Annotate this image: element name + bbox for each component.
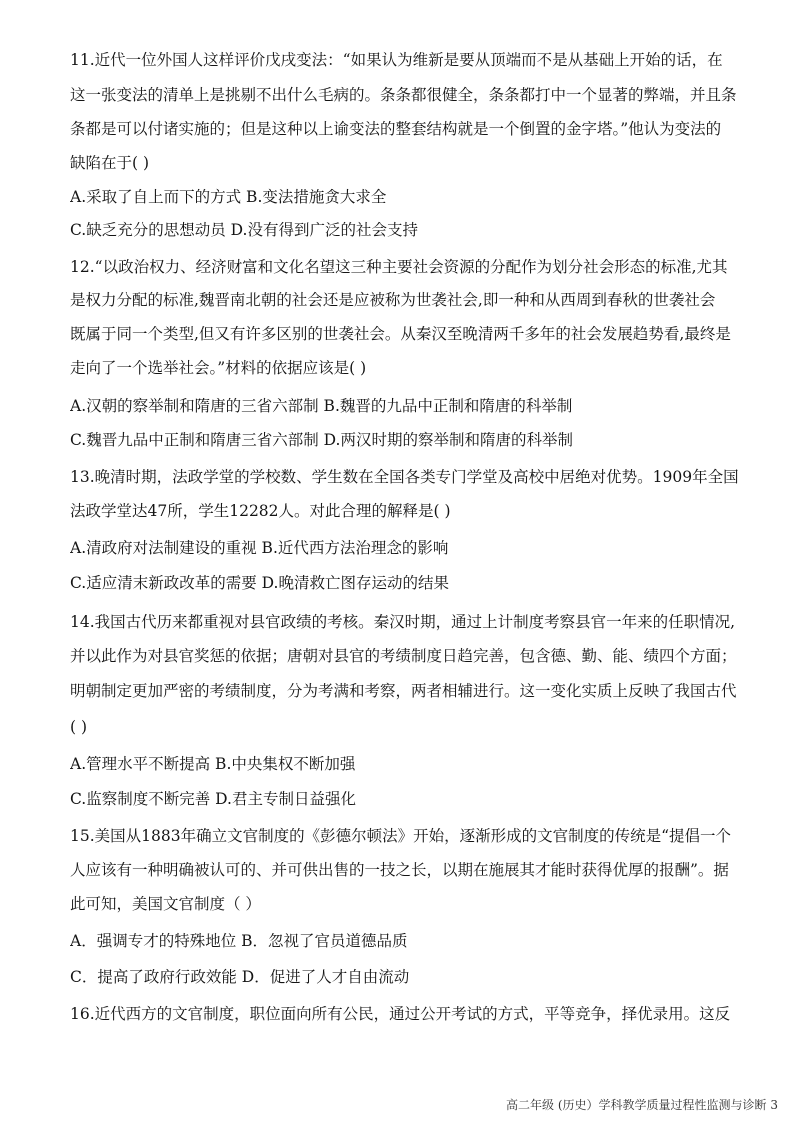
q13-stem-line-1: 13.晚清时期，法政学堂的学校数、学生数在全国各类专门学堂及高校中居绝对优势。1909年全国 [70,468,739,486]
q11-stem-line-1: 11.近代一位外国人这样评价戊戌变法：“如果认为维新是要从顶端而不是从基础上开始的话，在 [70,51,723,69]
q11-stem-line-3: 条都是可以付诸实施的；但是这种以上谕变法的整套结构就是一个倒置的金字塔。”他认为变法的 [70,120,722,138]
q11-options-ab: A.采取了自上而下的方式 B.变法措施贪大求全 [70,188,387,206]
q12-stem-line-3: 既属于同一个类型,但又有许多区别的世袭社会。从秦汉至晚清两千多年的社会发展趋势看,最终是 [70,325,731,343]
q14-stem-line-4: ( ) [70,718,88,736]
q11-stem-line-4: 缺陷在于( ) [70,154,150,172]
q11-options-cd: C.缺乏充分的思想动员 D.没有得到广泛的社会支持 [70,221,418,239]
page-footer: 高二年级 (历史）学科教学质量过程性监测与诊断 3 [506,1098,778,1112]
q15-options-cd: C．提高了政府行政效能 D．促进了人才自由流动 [70,968,410,986]
q14-options-ab: A.管理水平不断提高 B.中央集权不断加强 [70,755,356,773]
q13-options-cd: C.适应清末新政改革的需要 D.晚清救亡图存运动的结果 [70,574,449,592]
q12-stem-line-2: 是权力分配的标准,魏晋南北朝的社会还是应被称为世袭社会,即一种和从西周到春秋的世袭社会 [70,291,716,309]
q15-stem-line-3: 此可知，美国文官制度（ ） [70,895,261,913]
q13-stem-line-2: 法政学堂达47所，学生12282人。对此合理的解释是( ) [70,502,451,520]
q14-stem-line-1: 14.我国古代历来都重视对县官政绩的考核。秦汉时期，通过上计制度考察县官一年来的任职情况, [70,613,736,631]
q11-stem-line-2: 这一张变法的清单上是挑剔不出什么毛病的。条条都很健全，条条都打中一个显著的弊端，并且条 [70,86,737,104]
q12-stem-line-4: 走向了一个选举社会。”材料的依据应该是( ) [70,359,367,377]
q12-options-cd: C.魏晋九品中正制和隋唐三省六部制 D.两汉时期的察举制和隋唐的科举制 [70,431,573,449]
q14-stem-line-2: 并以此作为对县官奖惩的依据；唐朝对县官的考绩制度日趋完善，包含德、勤、能、绩四个方面； [70,647,737,665]
q16-stem-line-1: 16.近代西方的文官制度，职位面向所有公民，通过公开考试的方式，平等竞争，择优录用。这反 [70,1005,731,1023]
q13-options-ab: A.清政府对法制建设的重视 B.近代西方法治理念的影响 [70,539,449,557]
q14-stem-line-3: 明朝制定更加严密的考绩制度，分为考满和考察，两者相辅进行。这一变化实质上反映了我国古代 [70,682,737,700]
q15-stem-line-1: 15.美国从1883年确立文官制度的《彭德尔顿法》开始，逐渐形成的文官制度的传统是“提倡一个 [70,827,732,845]
q15-options-ab: A．强调专才的特殊地位 B．忽视了官员道德品质 [70,932,408,950]
q14-options-cd: C.监察制度不断完善 D.君主专制日益强化 [70,790,356,808]
q12-options-ab: A.汉朝的察举制和隋唐的三省六部制 B.魏晋的九品中正制和隋唐的科举制 [70,397,573,415]
q12-stem-line-1: 12.“以政治权力、经济财富和文化名望这三种主要社会资源的分配作为划分社会形态的标准,尤其 [70,258,728,276]
q15-stem-line-2: 人应该有一种明确被认可的、并可供出售的一技之长，以期在施展其才能时获得优厚的报酬”。据 [70,861,729,879]
